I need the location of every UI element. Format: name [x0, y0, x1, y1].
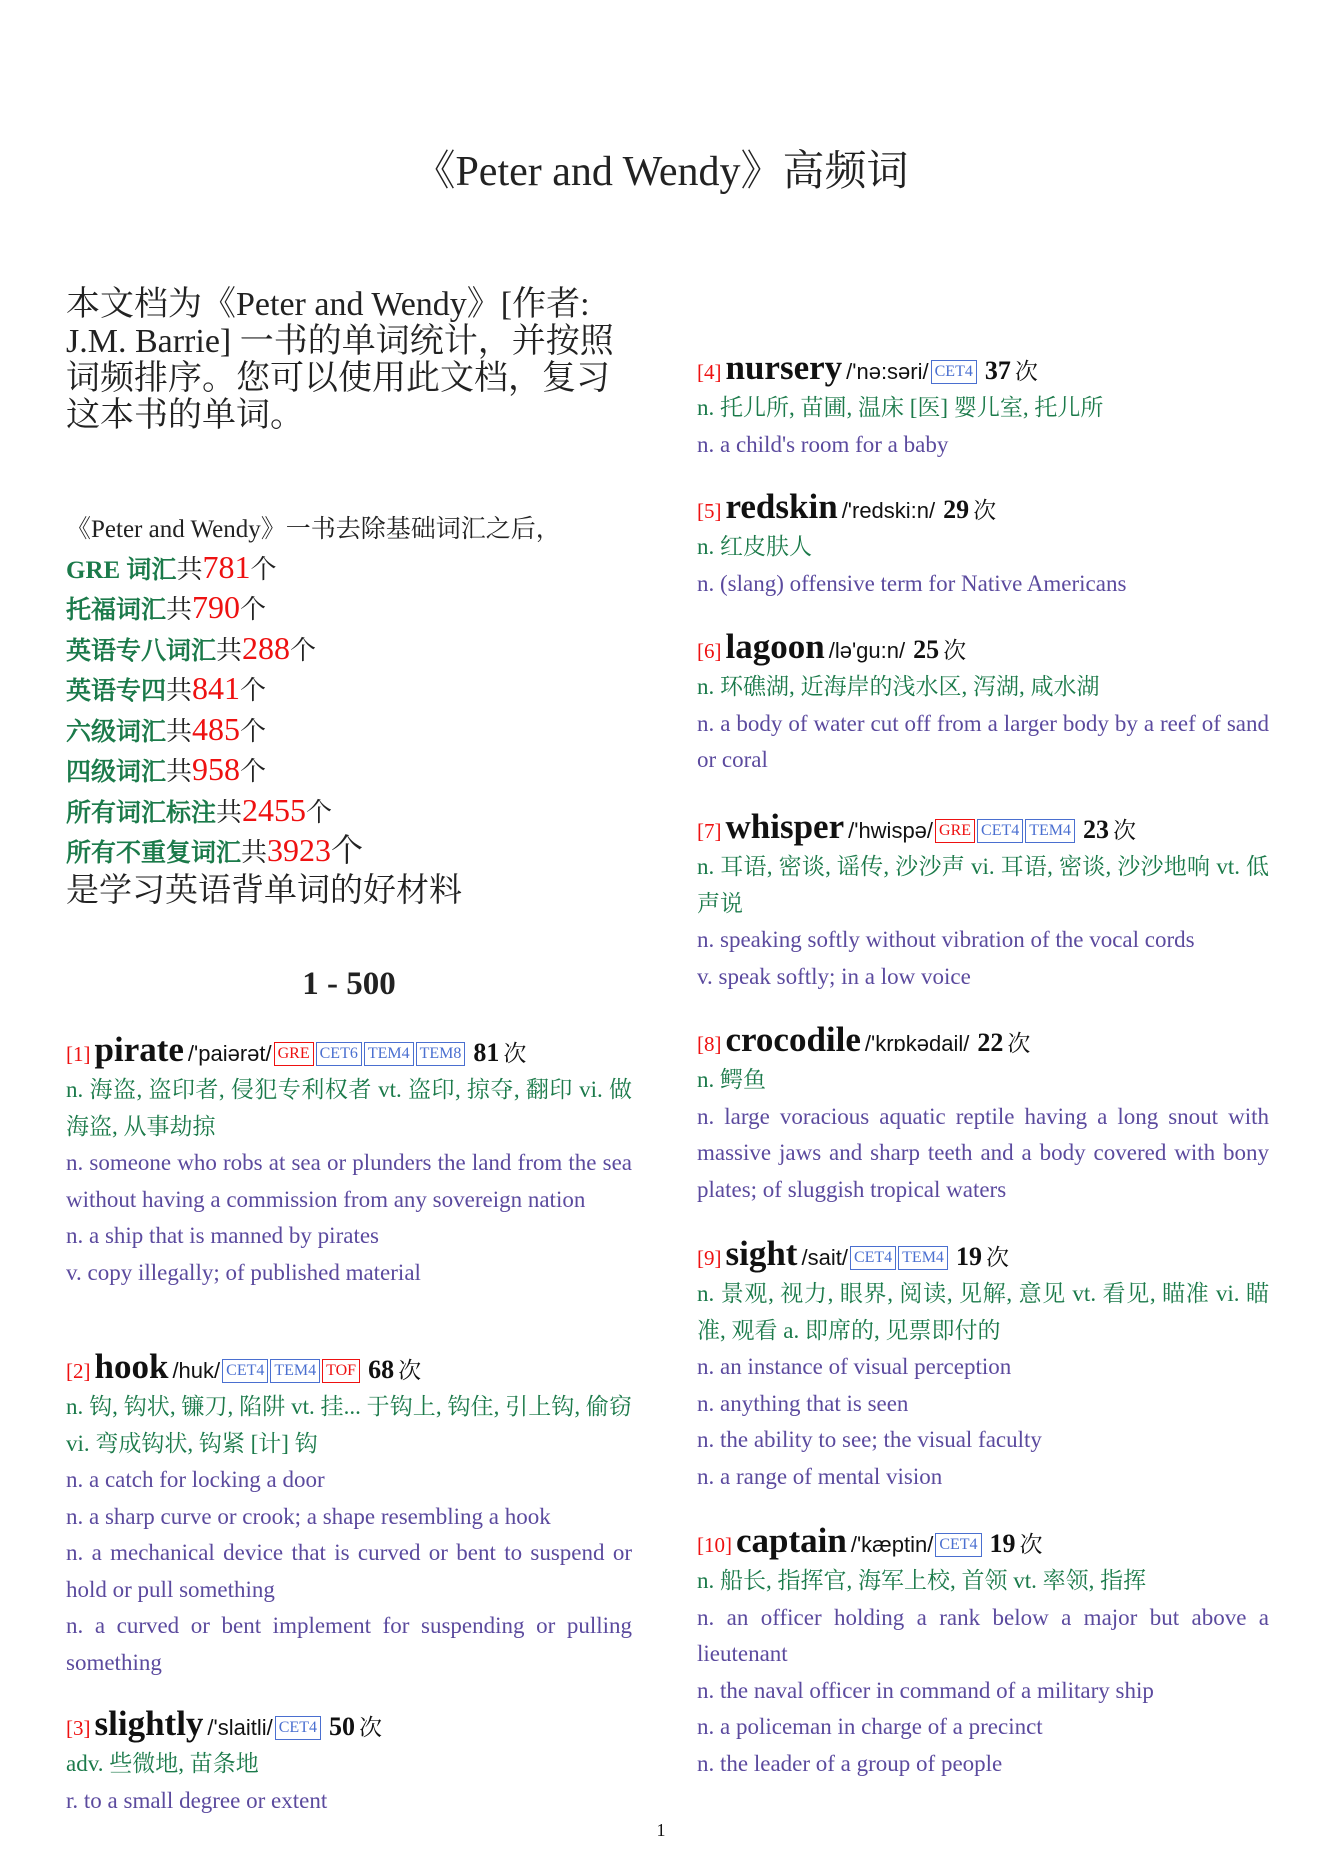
word-header — [66, 1028, 632, 1072]
level-tag: GRE — [935, 819, 975, 843]
chinese-definition: n. 景观, 视力, 眼界, 阅读, 见解, 意见 vt. 看见, 瞄准 vi. 瞄准, 观看 a. 即席的, 见票即付的 — [697, 1281, 1269, 1343]
phonetic: /huk/ — [172, 1358, 221, 1383]
entry-index: [8] — [697, 1032, 722, 1056]
count-suffix: 次 — [503, 1041, 527, 1066]
summary-label: 四级词汇 — [66, 759, 167, 786]
summary-lead: 《Peter and Wendy》一书去除基础词汇之后， — [66, 516, 561, 543]
headword: redskin — [725, 487, 838, 526]
word-entry — [66, 1028, 632, 1291]
english-definition: n. (slang) offensive term for Native Americans — [697, 570, 1127, 596]
summary-mid: 共 — [166, 676, 193, 705]
vocab-summary — [66, 512, 632, 909]
phonetic: /'paiərət/ — [187, 1041, 272, 1066]
summary-label: GRE 词汇 — [66, 556, 177, 584]
chinese-definition: n. 海盗, 盗印者, 侵犯专利权者 vt. 盗印, 掠夺, 翻印 vi. 做海盗, 从事劫掠 — [66, 1077, 632, 1139]
summary-label: 英语专八词汇 — [66, 637, 217, 665]
headword: nursery — [725, 348, 843, 387]
summary-row — [66, 832, 632, 873]
summary-count: 2455 — [242, 791, 307, 828]
summary-row — [66, 792, 632, 833]
word-entry — [66, 1702, 632, 1819]
phonetic: /lə'gu:n/ — [828, 638, 906, 663]
word-entry — [697, 805, 1269, 995]
headword: captain — [736, 1521, 847, 1560]
entry-index: [6] — [697, 639, 722, 663]
section-heading: 1 - 500 — [302, 966, 396, 1002]
level-tag: CET4 — [977, 819, 1023, 843]
summary-count: 3923 — [267, 832, 332, 868]
headword: whisper — [725, 807, 845, 846]
word-header — [697, 805, 1269, 849]
english-definition: n. a child's room for a baby — [697, 431, 949, 457]
summary-unit: 个 — [306, 797, 333, 827]
frequency-count: 68 — [368, 1355, 395, 1384]
level-tag: CET4 — [275, 1716, 321, 1740]
count-suffix: 次 — [1014, 359, 1038, 384]
summary-count: 781 — [202, 548, 251, 585]
english-definition: n. speaking softly without vibration of the vocal cords — [697, 927, 1195, 952]
english-definition: v. speak softly; in a low voice — [697, 963, 971, 989]
summary-label: 所有不重复词汇 — [66, 840, 242, 867]
summary-label: 六级词汇 — [66, 718, 167, 746]
summary-mid: 共 — [176, 554, 203, 584]
summary-unit: 个 — [240, 716, 267, 746]
word-entry — [697, 485, 1269, 602]
english-definition: n. an instance of visual perception — [697, 1354, 1012, 1379]
english-definition: n. a mechanical device that is curved or bent to suspend or hold or pull something — [66, 1540, 632, 1602]
phonetic: /'kæptin/ — [850, 1532, 934, 1557]
phonetic: /'hwispə/ — [848, 818, 934, 843]
chinese-definition: n. 环礁湖, 近海岸的浅水区, 泻湖, 咸水湖 — [697, 674, 1100, 699]
word-entry — [66, 1345, 632, 1681]
summary-closing: 是学习英语背单词的好材料 — [66, 872, 462, 909]
word-entry — [697, 1519, 1269, 1782]
entry-index: [3] — [66, 1716, 91, 1740]
english-definition: v. copy illegally; of published material — [66, 1259, 421, 1285]
summary-row — [66, 549, 632, 590]
summary-unit: 个 — [331, 832, 364, 868]
word-header — [66, 1702, 632, 1746]
phonetic: /'redski:n/ — [841, 498, 936, 523]
summary-row — [66, 630, 632, 671]
english-definition: n. a catch for locking a door — [66, 1467, 325, 1492]
headword: slightly — [94, 1704, 204, 1743]
level-tag: TEM4 — [364, 1042, 414, 1066]
chinese-definition: n. 耳语, 密谈, 谣传, 沙沙声 vi. 耳语, 密谈, 沙沙地响 vt. 低声说 — [697, 854, 1269, 916]
english-definition: n. a curved or bent implement for suspending or pulling something — [66, 1613, 632, 1675]
english-definition: n. someone who robs at sea or plunders the land from the sea without having a commission from any sovereign nation — [66, 1150, 632, 1212]
level-tag: TEM4 — [270, 1359, 320, 1383]
entry-index: [7] — [697, 819, 722, 843]
frequency-count: 19 — [955, 1242, 982, 1271]
summary-mid: 共 — [216, 635, 243, 665]
level-tag: TEM4 — [898, 1246, 948, 1270]
entry-index: [5] — [697, 499, 722, 523]
frequency-count: 29 — [943, 495, 970, 524]
phonetic: /'slaitli/ — [207, 1715, 273, 1740]
summary-count: 485 — [192, 710, 241, 747]
chinese-definition: n. 红皮肤人 — [697, 534, 812, 559]
summary-row — [66, 670, 632, 711]
level-tag: TEM8 — [416, 1042, 466, 1066]
phonetic: /sait/ — [801, 1245, 848, 1270]
summary-label: 托福词汇 — [66, 597, 167, 624]
frequency-count: 19 — [989, 1529, 1016, 1558]
word-entry — [697, 625, 1269, 779]
word-header — [697, 1018, 1269, 1062]
summary-count: 790 — [192, 589, 241, 625]
summary-row — [66, 589, 632, 630]
chinese-definition: n. 船长, 指挥官, 海军上校, 首领 vt. 率领, 指挥 — [697, 1568, 1147, 1593]
word-header — [697, 346, 1269, 390]
entry-index: [2] — [66, 1359, 91, 1383]
english-definition: n. an officer holding a rank below a major but above a lieutenant — [697, 1604, 1269, 1666]
summary-count: 841 — [192, 670, 241, 706]
count-suffix: 次 — [398, 1358, 422, 1383]
headword: sight — [725, 1234, 798, 1273]
count-suffix: 次 — [1113, 818, 1137, 843]
english-definition: n. the leader of a group of people — [697, 1750, 1003, 1776]
level-tag: TOF — [322, 1359, 360, 1383]
count-suffix: 次 — [943, 638, 967, 663]
summary-mid: 共 — [166, 595, 193, 624]
summary-mid: 共 — [166, 716, 193, 746]
english-definition: n. anything that is seen — [697, 1390, 909, 1416]
english-definition: n. the naval officer in command of a military ship — [697, 1677, 1154, 1703]
summary-unit: 个 — [250, 554, 277, 584]
summary-label: 所有词汇标注 — [66, 799, 217, 827]
word-header — [697, 1232, 1269, 1276]
summary-count: 958 — [192, 751, 241, 787]
summary-unit: 个 — [240, 757, 267, 786]
english-definition: n. a range of mental vision — [697, 1463, 943, 1489]
english-definition: n. a sharp curve or crook; a shape resembling a hook — [66, 1503, 551, 1529]
document-title: 《Peter and Wendy》高频词 — [413, 149, 909, 195]
english-definition: n. a ship that is manned by pirates — [66, 1223, 379, 1248]
frequency-count: 37 — [984, 356, 1011, 385]
level-tag: CET4 — [850, 1246, 896, 1270]
entry-index: [1] — [66, 1042, 91, 1066]
level-tag: CET4 — [935, 1533, 981, 1557]
level-tag: TEM4 — [1025, 819, 1075, 843]
summary-unit: 个 — [240, 676, 267, 705]
chinese-definition: n. 托儿所, 苗圃, 温床 [医] 婴儿室, 托儿所 — [697, 395, 1104, 420]
summary-mid: 共 — [241, 838, 268, 867]
level-tag: CET4 — [931, 360, 977, 384]
count-suffix: 次 — [1007, 1031, 1031, 1056]
headword: hook — [94, 1347, 169, 1386]
word-header — [66, 1345, 632, 1389]
word-entry — [697, 1018, 1269, 1208]
summary-count: 288 — [242, 629, 291, 666]
frequency-count: 81 — [473, 1038, 500, 1067]
english-definition: n. the ability to see; the visual faculty — [697, 1427, 1042, 1452]
chinese-definition: n. 鳄鱼 — [697, 1067, 766, 1092]
word-header — [697, 625, 1269, 669]
frequency-count: 25 — [913, 635, 940, 664]
summary-mid: 共 — [216, 797, 243, 827]
frequency-count: 50 — [328, 1712, 355, 1741]
summary-row — [66, 711, 632, 752]
summary-mid: 共 — [166, 757, 193, 786]
headword: pirate — [94, 1030, 184, 1069]
level-tag: CET4 — [222, 1359, 268, 1383]
english-definition: n. large voracious aquatic reptile having a long snout with massive jaws and sharp teeth and a body covered with bony plates; of sluggish tropical waters — [697, 1103, 1269, 1202]
english-definition: n. a body of water cut off from a larger body by a reef of sand or coral — [697, 710, 1269, 772]
word-entry — [697, 1232, 1269, 1495]
english-definition: n. a policeman in charge of a precinct — [697, 1714, 1043, 1739]
level-tag: CET6 — [316, 1042, 362, 1066]
word-header — [697, 1519, 1269, 1563]
word-entry — [697, 346, 1269, 463]
headword: crocodile — [725, 1020, 861, 1059]
headword: lagoon — [725, 627, 825, 666]
level-tag: GRE — [274, 1042, 314, 1066]
count-suffix: 次 — [973, 498, 997, 523]
word-header — [697, 485, 1269, 529]
summary-unit: 个 — [240, 595, 267, 624]
summary-row — [66, 751, 632, 792]
chinese-definition: n. 钩, 钩状, 镰刀, 陷阱 vt. 挂... 于钩上, 钩住, 引上钩, 偷窃 vi. 弯成钩状, 钩紧 [计] 钩 — [66, 1394, 632, 1456]
count-suffix: 次 — [358, 1715, 382, 1740]
entry-index: [4] — [697, 360, 722, 384]
frequency-count: 23 — [1083, 815, 1110, 844]
phonetic: /'krɒkədail/ — [864, 1031, 970, 1056]
phonetic: /'nə:səri/ — [846, 359, 929, 384]
page-number: 1 — [656, 1820, 666, 1840]
count-suffix: 次 — [985, 1245, 1009, 1270]
chinese-definition: adv. 些微地, 苗条地 — [66, 1751, 259, 1776]
intro-paragraph: 本文档为《Peter and Wendy》[作者: J.M. Barrie] 一书的单词统计，并按照词频排序。您可以使用此文档，复习这本书的单词。 — [66, 286, 614, 434]
english-definition: r. to a small degree or extent — [66, 1787, 328, 1813]
entry-index: [9] — [697, 1246, 722, 1270]
count-suffix: 次 — [1019, 1532, 1043, 1557]
frequency-count: 22 — [977, 1028, 1004, 1057]
summary-label: 英语专四 — [66, 678, 167, 705]
entry-index: [10] — [697, 1533, 732, 1557]
summary-unit: 个 — [290, 635, 317, 665]
